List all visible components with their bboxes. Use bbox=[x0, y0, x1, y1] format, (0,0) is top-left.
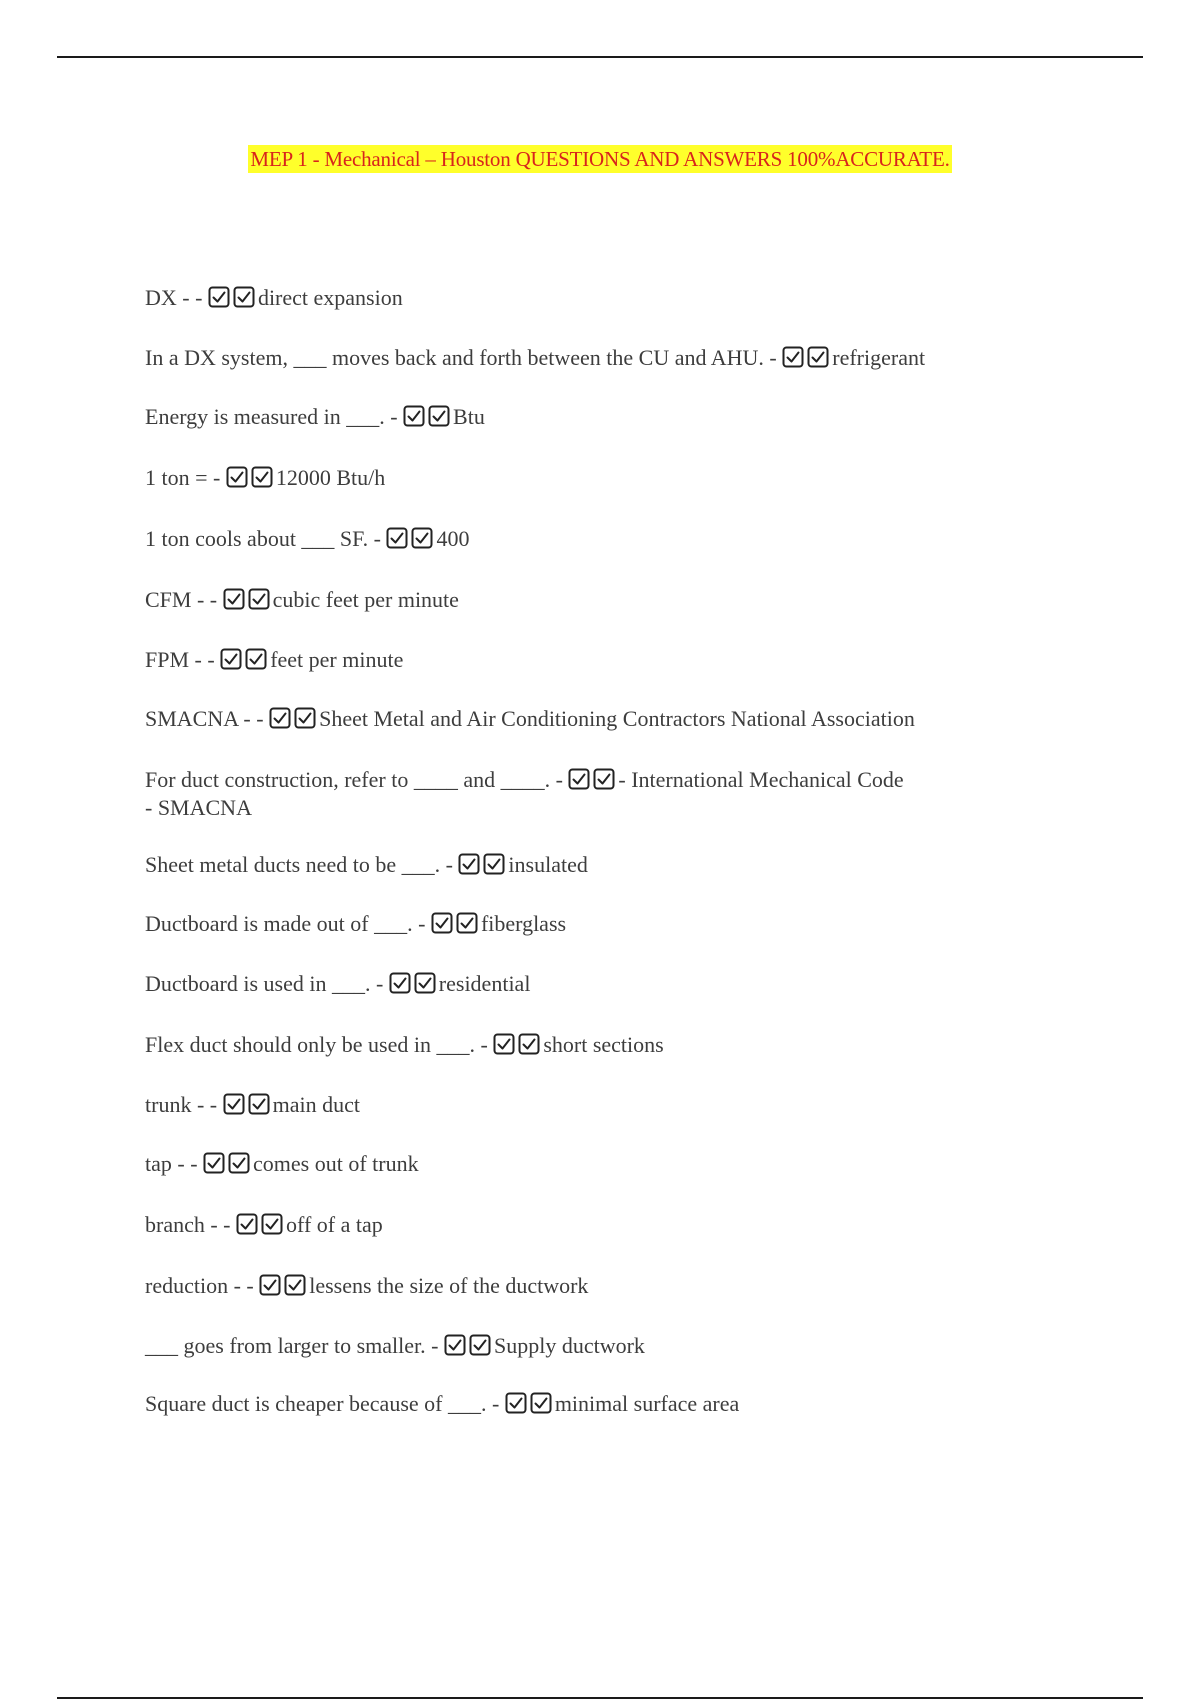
answer-text: main duct bbox=[272, 1092, 360, 1117]
qa-item bbox=[145, 910, 1045, 938]
answer-text: lessens the size of the ductwork bbox=[309, 1273, 589, 1298]
qa-item bbox=[145, 586, 1045, 614]
checkbox-checked-icon bbox=[414, 972, 436, 994]
checkbox-checked-icon bbox=[248, 1093, 270, 1115]
checkbox-checked-icon bbox=[428, 405, 450, 427]
question-text: trunk - - bbox=[145, 1092, 223, 1117]
checkbox-checked-icon bbox=[294, 707, 316, 729]
checkbox-checked-icon bbox=[248, 588, 270, 610]
header-rule bbox=[57, 56, 1143, 58]
checkbox-checked-icon bbox=[386, 527, 408, 549]
qa-item bbox=[145, 970, 1045, 998]
answer-text: feet per minute bbox=[270, 647, 404, 672]
checkbox-checked-icon bbox=[782, 346, 804, 368]
qa-item bbox=[145, 464, 1045, 492]
checkbox-checked-icon bbox=[203, 1152, 225, 1174]
question-text: 1 ton cools about ___ SF. - bbox=[145, 526, 387, 551]
checkbox-checked-icon bbox=[493, 1033, 515, 1055]
qa-item bbox=[145, 284, 1045, 312]
question-text: ___ goes from larger to smaller. - bbox=[145, 1333, 444, 1358]
checkbox-checked-icon bbox=[223, 1093, 245, 1115]
checkbox-checked-icon bbox=[807, 346, 829, 368]
answer-text: Supply ductwork bbox=[493, 1333, 645, 1358]
checkbox-checked-icon bbox=[431, 912, 453, 934]
qa-item bbox=[145, 403, 1045, 431]
question-text: SMACNA - - bbox=[145, 706, 270, 731]
qa-item bbox=[145, 705, 1045, 733]
question-text: Square duct is cheaper because of ___. - bbox=[145, 1391, 505, 1416]
checkbox-checked-icon bbox=[456, 912, 478, 934]
checkbox-checked-icon bbox=[226, 466, 248, 488]
answer-text: - International Mechanical Code bbox=[618, 767, 904, 792]
checkbox-checked-icon bbox=[220, 648, 242, 670]
qa-item bbox=[145, 1390, 1045, 1418]
checkbox-checked-icon bbox=[223, 588, 245, 610]
checkbox-checked-icon bbox=[568, 768, 590, 790]
checkbox-checked-icon bbox=[530, 1392, 552, 1414]
checkbox-checked-icon bbox=[444, 1334, 466, 1356]
question-text: In a DX system, ___ moves back and forth between the CU and AHU. - bbox=[145, 345, 783, 370]
qa-item bbox=[145, 525, 1045, 553]
answer-text: 12000 Btu/h bbox=[275, 465, 386, 490]
checkbox-checked-icon bbox=[269, 707, 291, 729]
checkbox-checked-icon bbox=[233, 286, 255, 308]
question-text: branch - - bbox=[145, 1212, 237, 1237]
footer-rule bbox=[57, 1697, 1143, 1699]
question-text: reduction - - bbox=[145, 1273, 260, 1298]
qa-item bbox=[145, 646, 1045, 674]
question-text: DX - - bbox=[145, 285, 208, 310]
checkbox-checked-icon bbox=[505, 1392, 527, 1414]
answer-text: fiberglass bbox=[480, 911, 567, 936]
checkbox-checked-icon bbox=[458, 853, 480, 875]
question-text: Ductboard is made out of ___. - bbox=[145, 911, 431, 936]
answer-text: 400 bbox=[436, 526, 470, 551]
checkbox-checked-icon bbox=[236, 1213, 258, 1235]
answer-text: short sections bbox=[543, 1032, 664, 1057]
checkbox-checked-icon bbox=[593, 768, 615, 790]
checkbox-checked-icon bbox=[411, 527, 433, 549]
answer-text: Btu bbox=[453, 404, 485, 429]
answer-text: residential bbox=[438, 971, 531, 996]
answer-text: off of a tap bbox=[286, 1212, 383, 1237]
checkbox-checked-icon bbox=[261, 1213, 283, 1235]
qa-item bbox=[145, 1332, 1045, 1360]
question-text: tap - - bbox=[145, 1151, 204, 1176]
question-text: Flex duct should only be used in ___. - bbox=[145, 1032, 494, 1057]
answer-text: refrigerant bbox=[832, 345, 926, 370]
answer-text: minimal surface area bbox=[554, 1391, 740, 1416]
checkbox-checked-icon bbox=[251, 466, 273, 488]
qa-item bbox=[145, 1031, 1045, 1059]
qa-item bbox=[145, 1150, 1045, 1178]
checkbox-checked-icon bbox=[208, 286, 230, 308]
checkbox-checked-icon bbox=[284, 1274, 306, 1296]
checkbox-checked-icon bbox=[259, 1274, 281, 1296]
checkbox-checked-icon bbox=[245, 648, 267, 670]
answer-text-continued: - SMACNA bbox=[145, 795, 252, 820]
checkbox-checked-icon bbox=[228, 1152, 250, 1174]
checkbox-checked-icon bbox=[518, 1033, 540, 1055]
document-title: MEP 1 - Mechanical – Houston QUESTIONS AND ANSWERS 100%ACCURATE. bbox=[250, 147, 950, 171]
question-text: For duct construction, refer to ____ and ____. - bbox=[145, 767, 569, 792]
qa-item bbox=[145, 1272, 1045, 1300]
answer-text: insulated bbox=[508, 852, 588, 877]
answer-text: Sheet Metal and Air Conditioning Contractors National Association bbox=[319, 706, 915, 731]
qa-item bbox=[145, 1211, 1045, 1239]
checkbox-checked-icon bbox=[389, 972, 411, 994]
checkbox-checked-icon bbox=[403, 405, 425, 427]
question-text: CFM - - bbox=[145, 587, 223, 612]
question-text: Sheet metal ducts need to be ___. - bbox=[145, 852, 459, 877]
title-block bbox=[0, 145, 1200, 173]
question-text: Energy is measured in ___. - bbox=[145, 404, 404, 429]
question-text: FPM - - bbox=[145, 647, 221, 672]
checkbox-checked-icon bbox=[483, 853, 505, 875]
question-text: 1 ton = - bbox=[145, 465, 226, 490]
answer-text: direct expansion bbox=[257, 285, 403, 310]
answer-text: comes out of trunk bbox=[253, 1151, 419, 1176]
answer-text: cubic feet per minute bbox=[272, 587, 459, 612]
qa-item bbox=[145, 851, 1045, 879]
qa-item bbox=[145, 344, 1045, 372]
qa-item bbox=[145, 766, 1045, 822]
question-text: Ductboard is used in ___. - bbox=[145, 971, 389, 996]
checkbox-checked-icon bbox=[469, 1334, 491, 1356]
qa-item bbox=[145, 1091, 1045, 1119]
